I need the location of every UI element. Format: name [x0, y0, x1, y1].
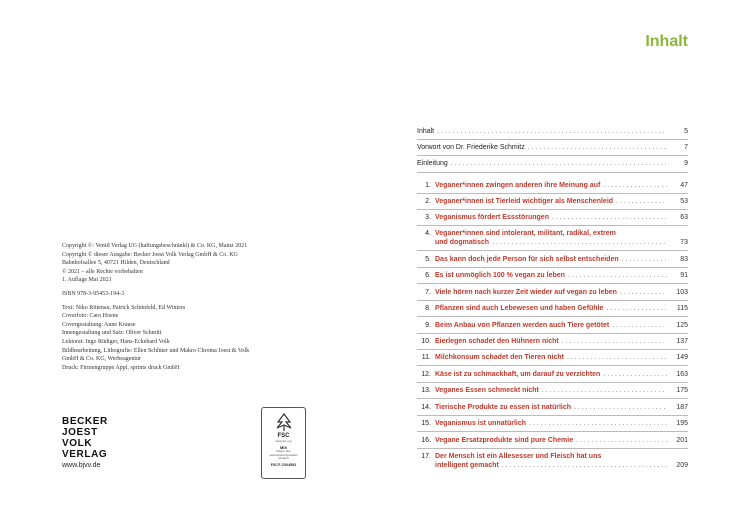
chapter-title: Pflanzen sind auch Lebewesen und haben Gefühle — [435, 305, 604, 312]
toc-chapter — [417, 386, 688, 395]
chapter-number: 8. — [425, 305, 431, 312]
chapter-title: Veganes Essen schmeckt nicht — [435, 387, 539, 394]
chapter-number: 2. — [425, 198, 431, 205]
toc-chapter — [417, 304, 688, 313]
toc-chapter — [417, 181, 688, 190]
chapter-title: intelligent gemacht — [435, 462, 499, 469]
chapter-title: Vegane Ersatzprodukte sind pure Chemie — [435, 437, 574, 444]
toc-page: 103 — [676, 289, 688, 296]
chapter-title: Veganismus fördert Essstörungen — [435, 214, 549, 221]
fsc-name: FSC — [277, 433, 290, 439]
toc-page: 201 — [676, 437, 688, 444]
logo-line: JOEST — [62, 427, 98, 438]
toc-chapter — [417, 337, 688, 346]
toc-entry — [417, 127, 688, 136]
chapter-title-line: Der Mensch ist ein Allesesser und Fleisch hat uns — [435, 453, 602, 460]
fsc-mix: MIX — [279, 445, 288, 450]
toc-page: 149 — [676, 354, 688, 361]
publisher-logo — [62, 416, 108, 460]
imprint-line: Copyright © dieser Ausgabe: Becker Joest Volk Verlag GmbH & Co. KG — [62, 251, 238, 258]
toc-page: 73 — [680, 239, 688, 246]
chapter-number: 10. — [421, 338, 431, 345]
chapter-title: Milchkonsum schadet den Tieren nicht — [435, 354, 565, 361]
toc-page: 63 — [680, 214, 688, 221]
chapter-title: Veganismus ist unnatürlich — [435, 420, 527, 427]
toc-title: Vorwort von Dr. Friederike Schmitz — [417, 144, 525, 151]
toc-title: Inhalt — [417, 128, 435, 135]
toc-page: 125 — [676, 322, 688, 329]
fsc-desc: Papier aus verantwortungsvollen Quellen — [269, 449, 298, 461]
fsc-label — [261, 407, 306, 479]
imprint-line: © 2021 – alle Rechte vorbehalten — [62, 268, 143, 275]
toc-page: 195 — [676, 420, 688, 427]
chapter-title: Viele hören nach kurzer Zeit wieder auf vegan zu leben — [435, 289, 617, 296]
logo-line: VOLK — [62, 438, 93, 449]
chapter-number: 1. — [425, 182, 431, 189]
imprint-line: Druck: Firmengruppe Appl, sprints druck GmbH — [62, 364, 180, 371]
toc-chapter — [417, 229, 688, 247]
toc-page: 163 — [676, 371, 688, 378]
chapter-number: 14. — [421, 404, 431, 411]
isbn: ISBN 978-3-95453-194-3 — [62, 290, 125, 297]
chapter-title: Eierlegen schadet den Hühnern nicht — [435, 338, 559, 345]
chapter-number: 11. — [421, 354, 431, 361]
imprint — [62, 242, 302, 372]
imprint-line: GmbH & Co. KG, Werbeagentur — [62, 356, 142, 363]
toc-page: 83 — [680, 256, 688, 263]
toc-chapter — [417, 452, 688, 470]
toc-entry — [417, 143, 688, 152]
toc-page: 115 — [676, 305, 688, 312]
chapter-title-line: Veganer*innen sind intolerant, militant, radikal, extrem — [435, 230, 616, 237]
imprint-line: Bahnhofsallee 5, 40721 Hilden, Deutschland — [62, 260, 170, 267]
toc-page: 47 — [680, 182, 688, 189]
toc-title: Einleitung — [417, 160, 448, 167]
toc-chapter — [417, 370, 688, 379]
publisher-url: www.bjvv.de — [62, 462, 101, 469]
chapter-title: und dogmatisch — [435, 239, 490, 246]
fsc-site: www.fsc.org — [275, 439, 292, 443]
imprint-line: Covergestaltung: Anne Krause — [62, 321, 136, 328]
toc-chapter — [417, 436, 688, 445]
chapter-number: 6. — [425, 272, 431, 279]
chapter-title: Tierische Produkte zu essen ist natürlich — [435, 404, 572, 411]
imprint-line: Innengestaltung und Satz: Oliver Schmitt — [62, 330, 162, 337]
chapter-number: 16. — [421, 437, 431, 444]
chapter-number: 3. — [425, 214, 431, 221]
toc-chapter — [417, 321, 688, 330]
chapter-title: Veganer*innen zwingen anderen ihre Meinung auf — [435, 182, 601, 189]
chapter-number: 9. — [425, 322, 431, 329]
toc-chapter — [417, 353, 688, 362]
fsc-tree-icon — [274, 412, 294, 432]
chapter-number: 5. — [425, 256, 431, 263]
toc-page: 137 — [676, 338, 688, 345]
fsc-code: FSC® C004592 — [270, 462, 297, 467]
chapter-title: Das kann doch jede Person für sich selbst entscheiden — [435, 256, 619, 263]
toc-page: 187 — [676, 404, 688, 411]
toc-page: 9 — [684, 160, 688, 167]
chapter-title: Käse ist zu schmackhaft, um darauf zu verzichten — [435, 371, 601, 378]
toc-page: 175 — [676, 387, 688, 394]
chapter-title: Beim Anbau von Pflanzen werden auch Tiere getötet — [435, 322, 610, 329]
imprint-line: Copyright ©: Ventil Verlag UG (haftungsbeschränkt) & Co. KG, Mainz 2021 — [62, 243, 248, 249]
chapter-title: Es ist unmöglich 100 % vegan zu leben — [435, 272, 565, 279]
toc-chapter — [417, 288, 688, 297]
toc-chapter — [417, 403, 688, 412]
imprint-line: Text: Niko Rittenau, Patrick Schönfeld, Ed Winters — [62, 304, 186, 311]
imprint-line: Bildbearbeitung, Lithografie: Ellen Schlüter und Makro Chroma Joest & Volk — [62, 347, 250, 354]
toc-page: 53 — [680, 198, 688, 205]
toc-page: 209 — [676, 462, 688, 469]
toc-chapter — [417, 213, 688, 222]
toc-page: 7 — [684, 144, 688, 151]
chapter-title: Veganer*innen ist Tierleid wichtiger als Menschenleid — [435, 198, 614, 205]
chapter-number: 13. — [421, 387, 431, 394]
page-title: Inhalt — [645, 33, 688, 50]
logo-line: BECKER — [62, 416, 108, 427]
imprint-line: 1. Auflage Mai 2021 — [62, 277, 112, 284]
right-page — [375, 0, 750, 529]
chapter-number: 15. — [421, 420, 431, 427]
toc-chapter — [417, 271, 688, 280]
toc-chapter — [417, 255, 688, 264]
toc-page: 5 — [684, 128, 688, 135]
logo-line: VERLAG — [62, 449, 108, 460]
toc-chapter — [417, 419, 688, 428]
toc-page: 91 — [680, 272, 688, 279]
imprint-line: Coverfoto: Caro Hoene — [62, 313, 119, 320]
chapter-number: 12. — [421, 371, 431, 378]
imprint-line: Lektorat: Ingo Rüdiger, Hans-Eckehard Volk — [62, 338, 170, 345]
chapter-number: 17. — [421, 453, 431, 460]
chapter-number: 7. — [425, 289, 431, 296]
toc-chapter — [417, 197, 688, 206]
toc-entry — [417, 159, 688, 168]
chapter-number: 4. — [425, 230, 431, 237]
